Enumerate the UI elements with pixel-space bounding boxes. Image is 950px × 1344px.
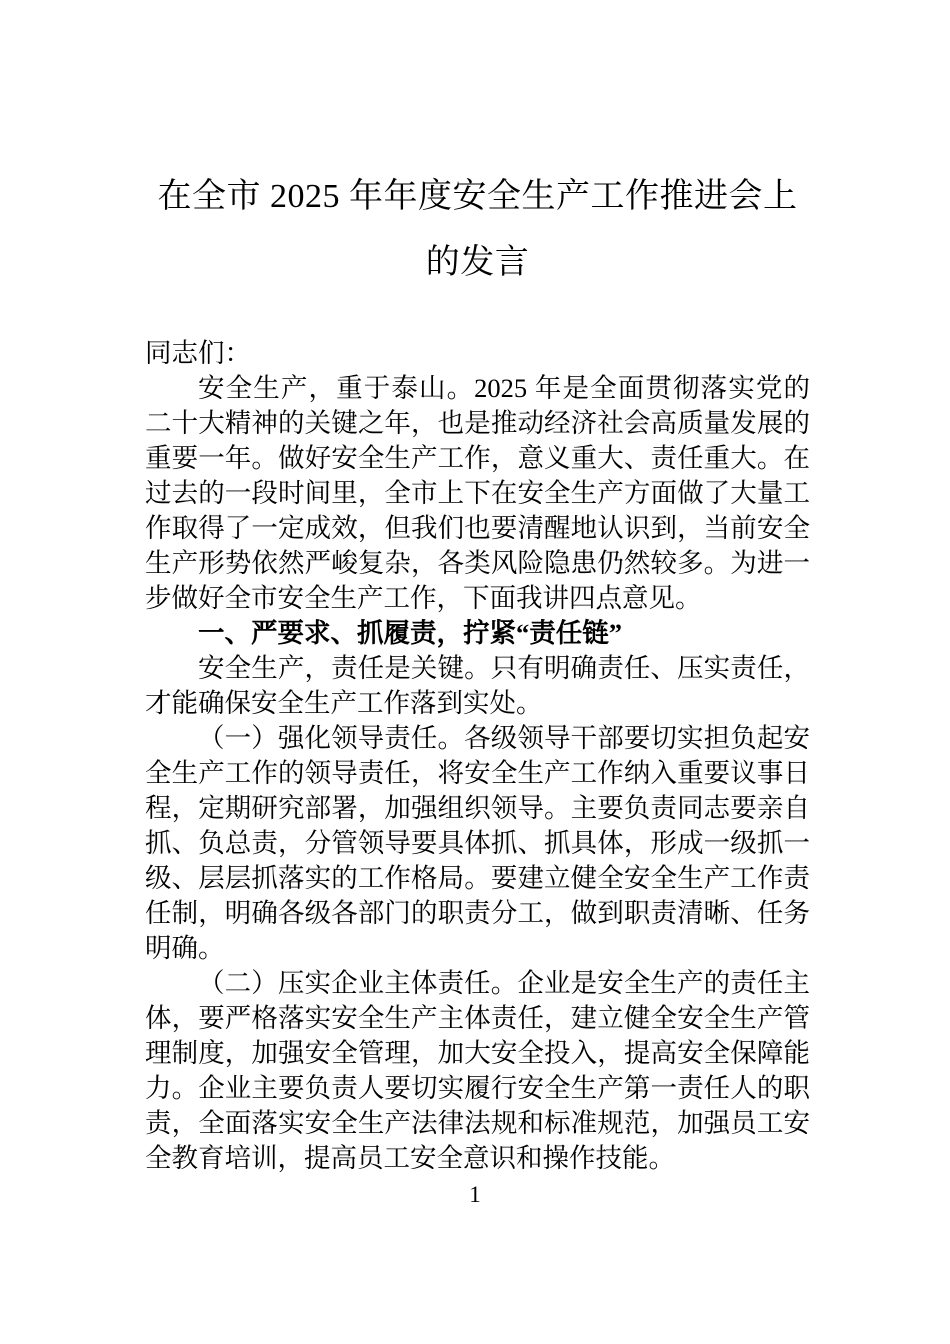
document-title-line-2: 的发言 — [425, 244, 530, 281]
paragraph-responsibility: 安全生产，责任是关键。只有明确责任、压实责任，才能确保安全生产工作落到实处。 — [145, 653, 810, 718]
page-number: 1 — [469, 1182, 481, 1207]
document-body — [145, 336, 810, 1176]
page-footer — [0, 1180, 950, 1210]
paragraph-leadership-responsibility: （一）强化领导责任。各级领导干部要切实担负起安全生产工作的领导责任，将安全生产工作纳入重要议事日程，定期研究部署，加强组织领导。主要负责同志要亲自抓、负总责，分管领导要具体抓、抓具体，形成一级抓一级、层层抓落实的工作格局。要建立健全安全生产工作责任制，明确各级各部门的职责分工，做到职责清晰、任务明确。 — [145, 723, 810, 963]
document-title — [145, 164, 810, 296]
section-heading-1: 一、严要求、抓履责，拧紧“责任链” — [198, 618, 622, 648]
document-title-line-1: 在全市 2025 年年度安全生产工作推进会上 — [157, 178, 798, 215]
paragraph-enterprise-responsibility: （二）压实企业主体责任。企业是安全生产的责任主体，要严格落实安全生产主体责任，建立健全安全生产管理制度，加强安全管理，加大安全投入，提高安全保障能力。企业主要负责人要切实履行安全生产第一责任人的职责，全面落实安全生产法律法规和标准规范，加强员工安全教育培训，提高员工安全意识和操作技能。 — [145, 968, 810, 1173]
paragraph-salutation: 同志们： — [145, 338, 251, 368]
paragraph-intro: 安全生产，重于泰山。2025 年是全面贯彻落实党的二十大精神的关键之年，也是推动经济社会高质量发展的重要一年。做好安全生产工作，意义重大、责任重大。在过去的一段时间里，全市上下在安全生产方面做了大量工作取得了一定成效，但我们也要清醒地认识到，当前安全生产形势依然严峻复杂，各类风险隐患仍然较多。为进一步做好全市安全生产工作，下面我讲四点意见。 — [145, 373, 810, 613]
